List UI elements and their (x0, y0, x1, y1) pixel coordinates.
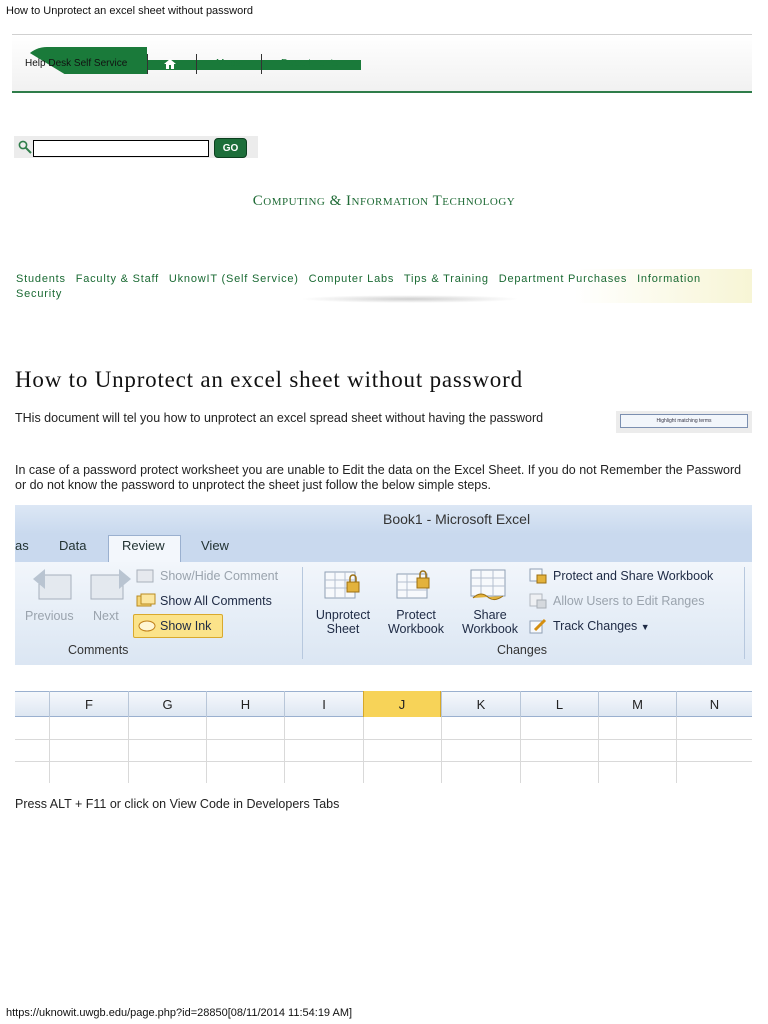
previous-comment-button[interactable]: Previous (25, 609, 74, 623)
unprotect-label-line1: Unprotect (315, 608, 371, 622)
protect-workbook-button[interactable] (381, 608, 451, 636)
changes-group-label: Changes (497, 643, 548, 657)
next-comment-icon (89, 569, 131, 603)
show-all-comments-icon (136, 593, 156, 609)
nav-helpdesk-link[interactable]: Help Desk Self Service (25, 58, 128, 69)
column-header[interactable]: F (49, 691, 128, 717)
column-header[interactable]: G (128, 691, 206, 717)
grid-col-line (49, 717, 50, 783)
nav-separator (261, 54, 262, 74)
track-changes-button[interactable] (553, 619, 650, 633)
go-button[interactable]: GO (214, 138, 247, 158)
excel-tab-data[interactable]: Data (59, 538, 87, 553)
ribbon-group-separator (744, 567, 745, 659)
ribbon-group-separator (302, 567, 303, 659)
excel-tab-partial[interactable]: as (15, 538, 29, 553)
page-header: How to Unprotect an excel sheet without password (6, 5, 254, 17)
chevron-down-icon: ▼ (640, 622, 650, 632)
main-menu (16, 272, 746, 302)
article-intro: THis document will tel you how to unprotect an excel spread sheet without having the password (15, 411, 544, 425)
unprotect-sheet-button[interactable] (312, 608, 374, 636)
share-workbook-button[interactable] (455, 608, 525, 636)
show-hide-comment-button[interactable]: Show/Hide Comment (160, 569, 279, 583)
menu-tips-training[interactable]: Tips & Training (403, 273, 489, 285)
menu-students[interactable]: Students (16, 273, 66, 285)
grid-col-line (676, 717, 677, 783)
column-header[interactable]: H (206, 691, 284, 717)
grid-row-line (15, 739, 752, 740)
article-instruction: Press ALT + F11 or click on View Code in Developers Tabs (15, 797, 340, 811)
nav-maps-link[interactable]: Maps (216, 58, 241, 69)
highlight-terms-button[interactable]: Highlight matching terms (620, 414, 748, 428)
allow-users-edit-ranges-button[interactable]: Allow Users to Edit Ranges (553, 594, 705, 608)
comments-group-label: Comments (68, 643, 129, 657)
menu-department-purchases[interactable]: Department Purchases (498, 273, 628, 285)
show-ink-button[interactable]: Show Ink (160, 619, 212, 633)
column-header[interactable]: N (676, 691, 752, 717)
track-changes-icon (529, 618, 547, 634)
grid-row-line (15, 761, 752, 762)
excel-screenshot (15, 505, 752, 783)
grid-col-line (284, 717, 285, 783)
article-title: How to Unprotect an excel sheet without password (15, 367, 523, 392)
grid-col-line (441, 717, 442, 783)
column-header[interactable]: M (598, 691, 676, 717)
protect-label-line2: Workbook (387, 622, 445, 636)
grid-col-line (128, 717, 129, 783)
next-comment-button[interactable]: Next (93, 609, 119, 623)
share-label-line2: Workbook (461, 622, 519, 636)
excel-window-title: Book1 - Microsoft Excel (383, 511, 531, 527)
excel-tab-view[interactable]: View (201, 538, 229, 553)
previous-comment-icon (33, 569, 75, 603)
protect-label-line1: Protect (396, 608, 436, 622)
nav-separator (147, 54, 148, 74)
menu-uknowit[interactable]: UknowIT (Self Service) (168, 273, 299, 285)
protect-share-workbook-button[interactable]: Protect and Share Workbook (553, 569, 714, 583)
nav-departments-link[interactable]: Departments (281, 58, 339, 69)
show-all-comments-button[interactable]: Show All Comments (160, 594, 272, 608)
article-paragraph: In case of a password protect worksheet you are unable to Edit the data on the Excel Sheet. If you do not Remember the Password or do not know the password to unprotect the sheet just follow the below simple steps. (15, 463, 742, 492)
unprotect-sheet-icon (323, 568, 363, 602)
menu-faculty-staff[interactable]: Faculty & Staff (75, 273, 160, 285)
search-input[interactable] (33, 140, 209, 157)
nav-separator (196, 54, 197, 74)
track-changes-label: Track Changes (553, 619, 638, 633)
column-header-selected[interactable]: J (363, 691, 441, 717)
home-icon[interactable] (164, 59, 176, 69)
page-footer: https://uknowit.uwgb.edu/page.php?id=28850[08/11/2014 11:54:19 AM] (6, 1007, 353, 1019)
unprotect-label-line2: Sheet (326, 622, 360, 636)
protect-share-icon (529, 568, 547, 584)
search-icon (18, 140, 32, 154)
menu-computer-labs[interactable]: Computer Labs (308, 273, 395, 285)
column-header[interactable]: L (520, 691, 598, 717)
grid-col-line (206, 717, 207, 783)
grid-col-line (363, 717, 364, 783)
excel-formula-gap (15, 665, 752, 687)
site-title: Computing & Information Technology (252, 193, 516, 209)
show-hide-comment-icon (136, 569, 154, 583)
grid-col-line (520, 717, 521, 783)
column-header[interactable]: I (284, 691, 363, 717)
allow-users-icon (529, 593, 547, 609)
protect-workbook-icon (395, 568, 435, 602)
share-workbook-icon (469, 568, 509, 604)
column-header[interactable]: K (441, 691, 520, 717)
excel-tab-review[interactable]: Review (122, 538, 165, 553)
menu-information-security[interactable]: Information Security (16, 273, 701, 300)
grid-col-line (598, 717, 599, 783)
show-ink-icon (137, 619, 157, 633)
share-label-line1: Share (473, 608, 507, 622)
